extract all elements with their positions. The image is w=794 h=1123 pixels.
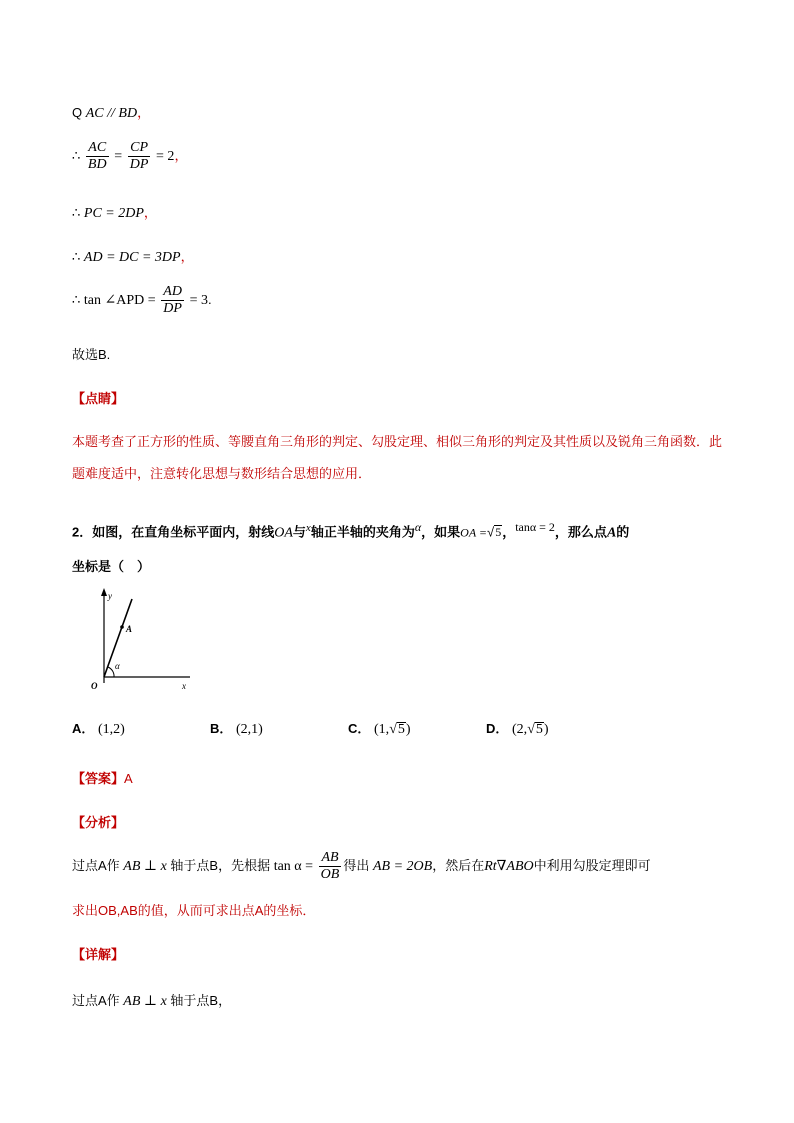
- q2-text: 2．如图，在直角坐标平面内，射线: [72, 524, 275, 540]
- fenxi-line-1: [72, 850, 651, 883]
- q2-text: 轴正半轴的夹角为: [310, 524, 415, 540]
- expr: AC // BD: [85, 106, 138, 121]
- q2-x: x: [305, 522, 311, 534]
- q2-text: ，那么点: [554, 524, 607, 540]
- alpha-label: α: [115, 661, 120, 671]
- answer-heading: 【答案】: [72, 771, 125, 786]
- option-key: A．: [72, 721, 95, 736]
- punct: ，: [180, 249, 194, 264]
- denominator: DP: [129, 157, 149, 172]
- xiangjie-line-1: [72, 990, 231, 1010]
- y-arrow: [101, 588, 107, 596]
- option-value: (2,1): [236, 722, 263, 737]
- numerator: AD: [163, 284, 182, 299]
- text: 过点A作: [72, 857, 120, 873]
- x-label: x: [182, 681, 186, 691]
- q2-point-a: A: [606, 525, 617, 541]
- angle-arc: [108, 667, 114, 677]
- option-c: C． (1,√5): [348, 721, 411, 737]
- q2-sqrt5: 5: [495, 525, 502, 540]
- denominator: DP: [163, 301, 182, 316]
- line-ratio: [72, 140, 187, 173]
- q2-tan: tanα = 2: [515, 520, 555, 534]
- option-value-end: ): [543, 722, 549, 737]
- option-a: [72, 718, 125, 738]
- line-tan: [72, 284, 212, 317]
- punct: .: [207, 291, 212, 307]
- option-root: 5: [397, 722, 405, 737]
- therefore-symbol: ∴: [72, 249, 81, 264]
- option-key: C．: [348, 721, 371, 736]
- option-value-end: ): [405, 722, 411, 737]
- point-a: [120, 625, 124, 629]
- q2-text: 的: [616, 524, 630, 540]
- denominator: OB: [320, 867, 340, 882]
- option-d: D． (2,√5): [486, 721, 549, 737]
- numerator: AB: [319, 850, 342, 867]
- equals: =: [114, 148, 123, 164]
- option-value: (1,2): [98, 722, 125, 737]
- coordinate-figure: [82, 585, 198, 693]
- punct: ，: [143, 205, 157, 220]
- line-choose-b: 故选B.: [72, 347, 111, 362]
- therefore-symbol: ∴: [72, 205, 81, 220]
- expr: AB ⊥ x: [123, 994, 167, 1009]
- dianjing-heading: 【点睛】: [72, 391, 125, 406]
- tan-expr: tan α =: [273, 858, 314, 874]
- denominator: BD: [87, 157, 107, 172]
- answer-line: [72, 768, 133, 787]
- option-key: B．: [210, 721, 233, 736]
- option-value: (1,: [374, 722, 390, 737]
- fenxi-line-2: 求出OB,AB的值，从而可求出点A的坐标．: [72, 903, 316, 918]
- line-ac-parallel-bd: [72, 102, 150, 122]
- text: 轴于点B，: [170, 993, 232, 1008]
- q2-text: 与: [292, 524, 306, 540]
- line-pc: [72, 202, 157, 222]
- origin-label: O: [91, 681, 98, 691]
- expr: AD = DC = 3DP: [83, 250, 181, 265]
- answer-value: A: [124, 771, 133, 786]
- punct: ，: [174, 147, 188, 163]
- q2-text: 坐标是（ ）: [72, 559, 151, 575]
- option-root: 5: [535, 722, 543, 737]
- fraction-ad-dp: [161, 284, 184, 317]
- text: 得出: [343, 857, 370, 873]
- fraction-ac-bd: [86, 140, 109, 173]
- expr: Rt∇ABO: [484, 858, 534, 874]
- a-label: A: [126, 624, 133, 634]
- numerator: AC: [86, 140, 109, 157]
- option-key: D．: [486, 721, 509, 736]
- text: ，然后在: [432, 857, 485, 873]
- option-b: [210, 718, 263, 738]
- expr: AB = 2OB: [372, 858, 433, 874]
- punct: ，: [137, 105, 151, 120]
- option-value: (2,: [512, 722, 528, 737]
- fraction-cp-dp: [128, 140, 151, 173]
- question-2: 2．如图，在直角坐标平面内，射线OA与$^x$轴正半轴的夹角为α，如果OA =√5，tanα = 2，那么点A的 坐标是（ ）: [72, 520, 630, 575]
- q2-oa: OA: [274, 525, 293, 541]
- equals-three: = 3: [189, 292, 208, 308]
- because-symbol: Q: [72, 105, 83, 120]
- equals-two: = 2: [156, 148, 175, 164]
- y-label: y: [108, 591, 112, 601]
- fraction-ab-ob: [319, 850, 342, 883]
- text: 过点A作: [72, 993, 120, 1008]
- q2-text: ，: [502, 524, 516, 540]
- dianjing-body: 本题考查了正方形的性质、等腰直角三角形的判定、勾股定理、相似三角形的判定及其性质以及锐角三角函数．此题难度适中，注意转化思想与数形结合思想的应用．: [72, 434, 723, 481]
- text: 中利用勾股定理即可: [533, 857, 651, 873]
- fenxi-heading: 【分析】: [72, 815, 125, 830]
- numerator: CP: [128, 140, 151, 157]
- expr: AB ⊥ x: [123, 858, 167, 874]
- line-ad: [72, 246, 194, 266]
- q2-text: ，如果: [421, 524, 461, 540]
- therefore-symbol: ∴: [72, 147, 81, 163]
- xiangjie-heading: 【详解】: [72, 947, 125, 962]
- q2-alpha: α: [414, 520, 422, 534]
- expr: PC = 2DP: [83, 206, 144, 221]
- therefore-symbol: ∴: [72, 291, 81, 307]
- tan-expr: tan ∠APD =: [83, 292, 156, 308]
- text: 轴于点B，先根据: [170, 857, 271, 873]
- q2-oa-eq: OA =: [460, 525, 488, 540]
